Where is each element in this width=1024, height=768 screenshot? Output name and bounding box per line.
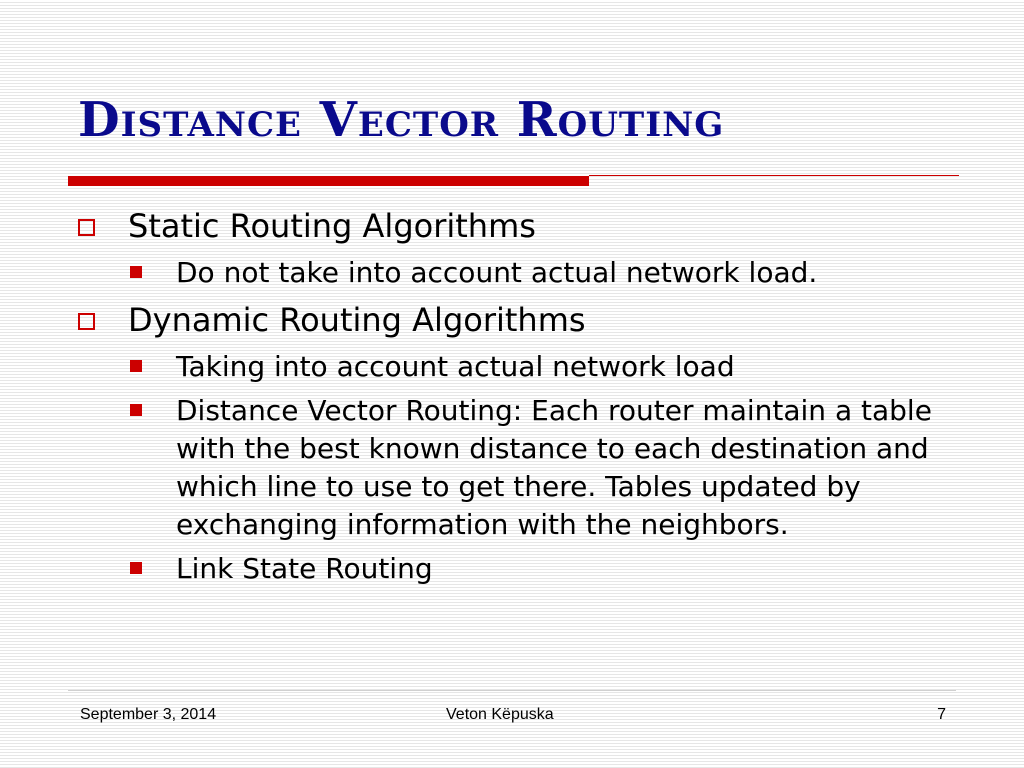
- slide-title: Distance Vector Routing: [78, 92, 725, 148]
- title-underline-thick: [68, 176, 589, 186]
- sub-bullet-item: [74, 254, 974, 292]
- hollow-square-bullet-icon: [78, 219, 95, 236]
- filled-square-bullet-icon: [130, 360, 142, 372]
- sub-bullet-text: Taking into account actual network load: [176, 350, 735, 383]
- hollow-square-bullet-icon: [78, 313, 95, 330]
- filled-square-bullet-icon: [130, 404, 142, 416]
- bullet-item-static-routing: [74, 204, 974, 248]
- sub-bullet-text: Link State Routing: [176, 552, 433, 585]
- sub-bullet-text: Do not take into account actual network load.: [176, 256, 818, 289]
- filled-square-bullet-icon: [130, 562, 142, 574]
- sub-bullet-text: Distance Vector Routing: Each router maintain a table with the best known distance to each destination and which line to use to get there. Tables updated by exchanging information with the neighbors.: [176, 394, 932, 541]
- bullet-item-dynamic-routing: [74, 298, 974, 342]
- footer-date: September 3, 2014: [80, 706, 217, 723]
- slide-body: [74, 204, 974, 594]
- page-number: 7: [937, 706, 946, 723]
- title-underline-thin: [589, 175, 959, 176]
- bullet-text: Dynamic Routing Algorithms: [128, 301, 586, 339]
- footer-author: Veton Këpuska: [446, 706, 554, 723]
- sub-bullet-item: [74, 348, 974, 386]
- filled-square-bullet-icon: [130, 266, 142, 278]
- sub-bullet-item: [74, 550, 974, 588]
- footer-divider: [68, 690, 956, 691]
- sub-bullet-item: [74, 392, 974, 544]
- bullet-text: Static Routing Algorithms: [128, 207, 536, 245]
